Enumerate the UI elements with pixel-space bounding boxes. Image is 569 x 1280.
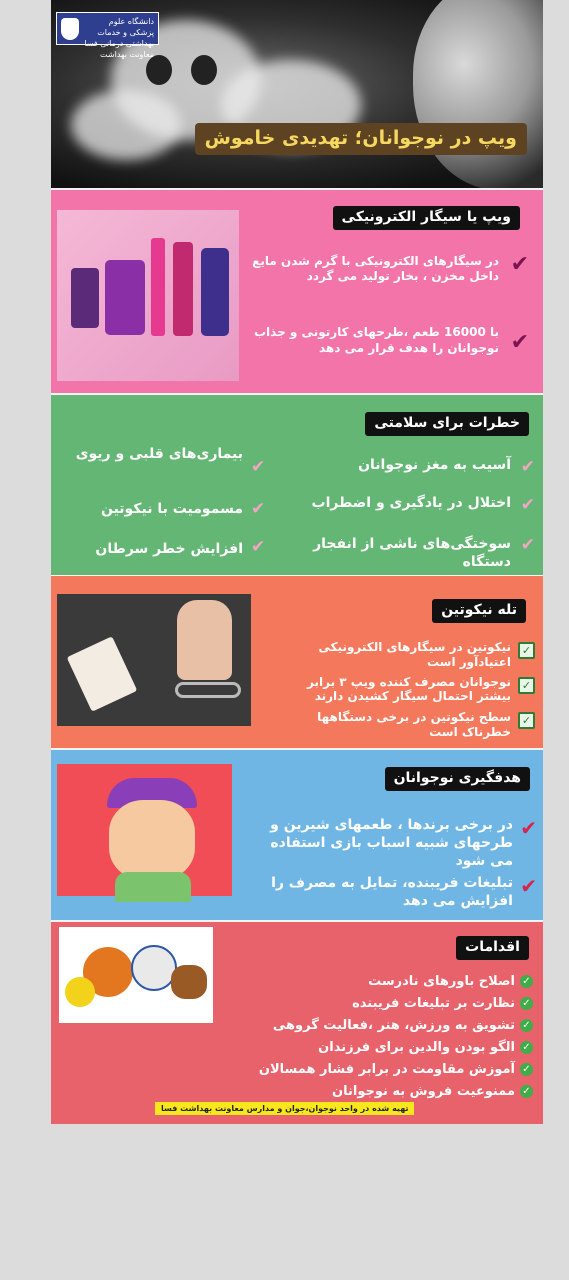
bullet-text: افزایش خطر سرطان — [95, 541, 243, 557]
page-title: ویپ در نوجوانان؛ تهدیدی خاموش — [195, 123, 527, 155]
smoke-cloud — [71, 90, 181, 160]
bullet-text: ممنوعیت فروش به نوجوانان — [332, 1084, 515, 1099]
check-icon: ✔ — [520, 874, 537, 898]
teen-targeting-section — [51, 750, 543, 920]
bullet-text: نوجوانان مصرف کننده ویپ ۳ برابر بیشتر احتمال سیگار کشیدن دارند — [307, 675, 511, 703]
check-icon: ✔ — [520, 535, 535, 555]
face-shape — [109, 800, 195, 880]
shirt-shape — [115, 872, 191, 902]
section-heading: هدفگیری نوجوانان — [385, 767, 530, 791]
vape-devices-image — [57, 210, 239, 381]
check-icon: ✔ — [510, 252, 529, 277]
logo-emblem-icon — [61, 18, 79, 40]
bullet-text: سطح نیکوتین در برخی دستگاهها خطرناک است — [317, 710, 511, 739]
device-shape — [105, 260, 145, 335]
skull-eye-icon — [191, 55, 217, 85]
health-risks-section — [51, 395, 543, 575]
bullet-text: سوختگی‌های ناشی از انفجار دستگاه — [313, 536, 511, 570]
bullet-text: آسیب به مغز نوجوانان — [358, 457, 511, 473]
bullet-text: اصلاح باورهای نادرست — [368, 974, 515, 989]
bullet-text: در برخی برندها ، طعمهای شیرین و طرحهای شبیه اسباب بازی استفاده می شود — [270, 817, 513, 869]
bullet-text: تشویق به ورزش، هنر ،فعالیت گروهی — [272, 1018, 515, 1033]
cigarettes-handcuff-image — [57, 594, 251, 726]
section-heading: اقدامات — [456, 936, 529, 960]
infographic-poster — [51, 0, 543, 1124]
check-icon: ✔ — [251, 499, 266, 519]
cigarette-bundle-shape — [67, 636, 138, 712]
section-heading: ویپ یا سیگار الکترونیکی — [333, 206, 520, 230]
check-circle-icon: ✓ — [520, 997, 533, 1010]
check-icon: ✔ — [520, 816, 537, 840]
bullet-text: بیماری‌های قلبی و ریوی — [75, 446, 243, 462]
check-icon: ✔ — [510, 330, 529, 355]
bullet-text: الگو بودن والدین برای فرزندان — [318, 1040, 515, 1055]
hero-banner — [51, 0, 543, 188]
bullet-text: در سیگارهای الکترونیکی با گرم شدن مایع داخل مخزن ، بخار تولید می گردد — [252, 254, 499, 283]
glove-shape — [171, 965, 207, 999]
checkbox-icon: ✓ — [518, 642, 535, 659]
bullet-text: نیکوتین در سیگارهای الکترونیکی اعتیادآور است — [318, 640, 511, 669]
bullet-text: با 16000 طعم ،طرحهای کارتونی و جذاب نوجوانان را هدف قرار می دهد — [253, 325, 499, 355]
actions-section — [51, 922, 543, 1124]
bullet-text: آموزش مقاومت در برابر فشار همسالان — [258, 1062, 515, 1077]
bullet-text: مسمومیت با نیکوتین — [100, 501, 243, 517]
check-icon: ✔ — [251, 457, 266, 477]
check-icon: ✔ — [520, 457, 535, 477]
device-shape — [201, 248, 229, 336]
check-circle-icon: ✓ — [520, 1063, 533, 1076]
tennis-ball-shape — [65, 977, 95, 1007]
checkbox-icon: ✓ — [518, 712, 535, 729]
check-circle-icon: ✓ — [520, 975, 533, 988]
fist-shape — [177, 600, 232, 680]
section-heading: خطرات برای سلامتی — [365, 412, 529, 436]
bullet-text: اختلال در یادگیری و اضطراب — [311, 495, 511, 511]
check-circle-icon: ✓ — [520, 1041, 533, 1054]
check-circle-icon: ✓ — [520, 1085, 533, 1098]
device-shape — [71, 268, 99, 328]
cartoon-boy-image — [57, 764, 232, 896]
sports-balls-image — [59, 927, 213, 1023]
face-image — [413, 0, 543, 188]
section-heading: تله نیکوتین — [432, 599, 526, 623]
vape-section — [51, 190, 543, 393]
check-icon: ✔ — [520, 495, 535, 515]
check-circle-icon: ✓ — [520, 1019, 533, 1032]
logo-text: دانشگاه علوم پزشکی و خدمات بهداشتی درمانی فسا معاونت بهداشت — [84, 17, 154, 59]
credit-note: تهیه شده در واحد نوجوان،جوان و مدارس معاونت بهداشت فسا — [155, 1102, 414, 1115]
checkbox-icon: ✓ — [518, 677, 535, 694]
handcuff-shape — [175, 682, 241, 698]
nicotine-trap-section — [51, 576, 543, 748]
university-logo — [56, 12, 159, 59]
device-shape — [151, 238, 165, 336]
bullet-text: تبلیغات فریبنده، تمایل به مصرف را افزایش می دهد — [271, 875, 513, 909]
device-shape — [173, 242, 193, 336]
bullet-text: نظارت بر تبلیغات فریبنده — [352, 996, 515, 1011]
check-icon: ✔ — [251, 537, 266, 557]
